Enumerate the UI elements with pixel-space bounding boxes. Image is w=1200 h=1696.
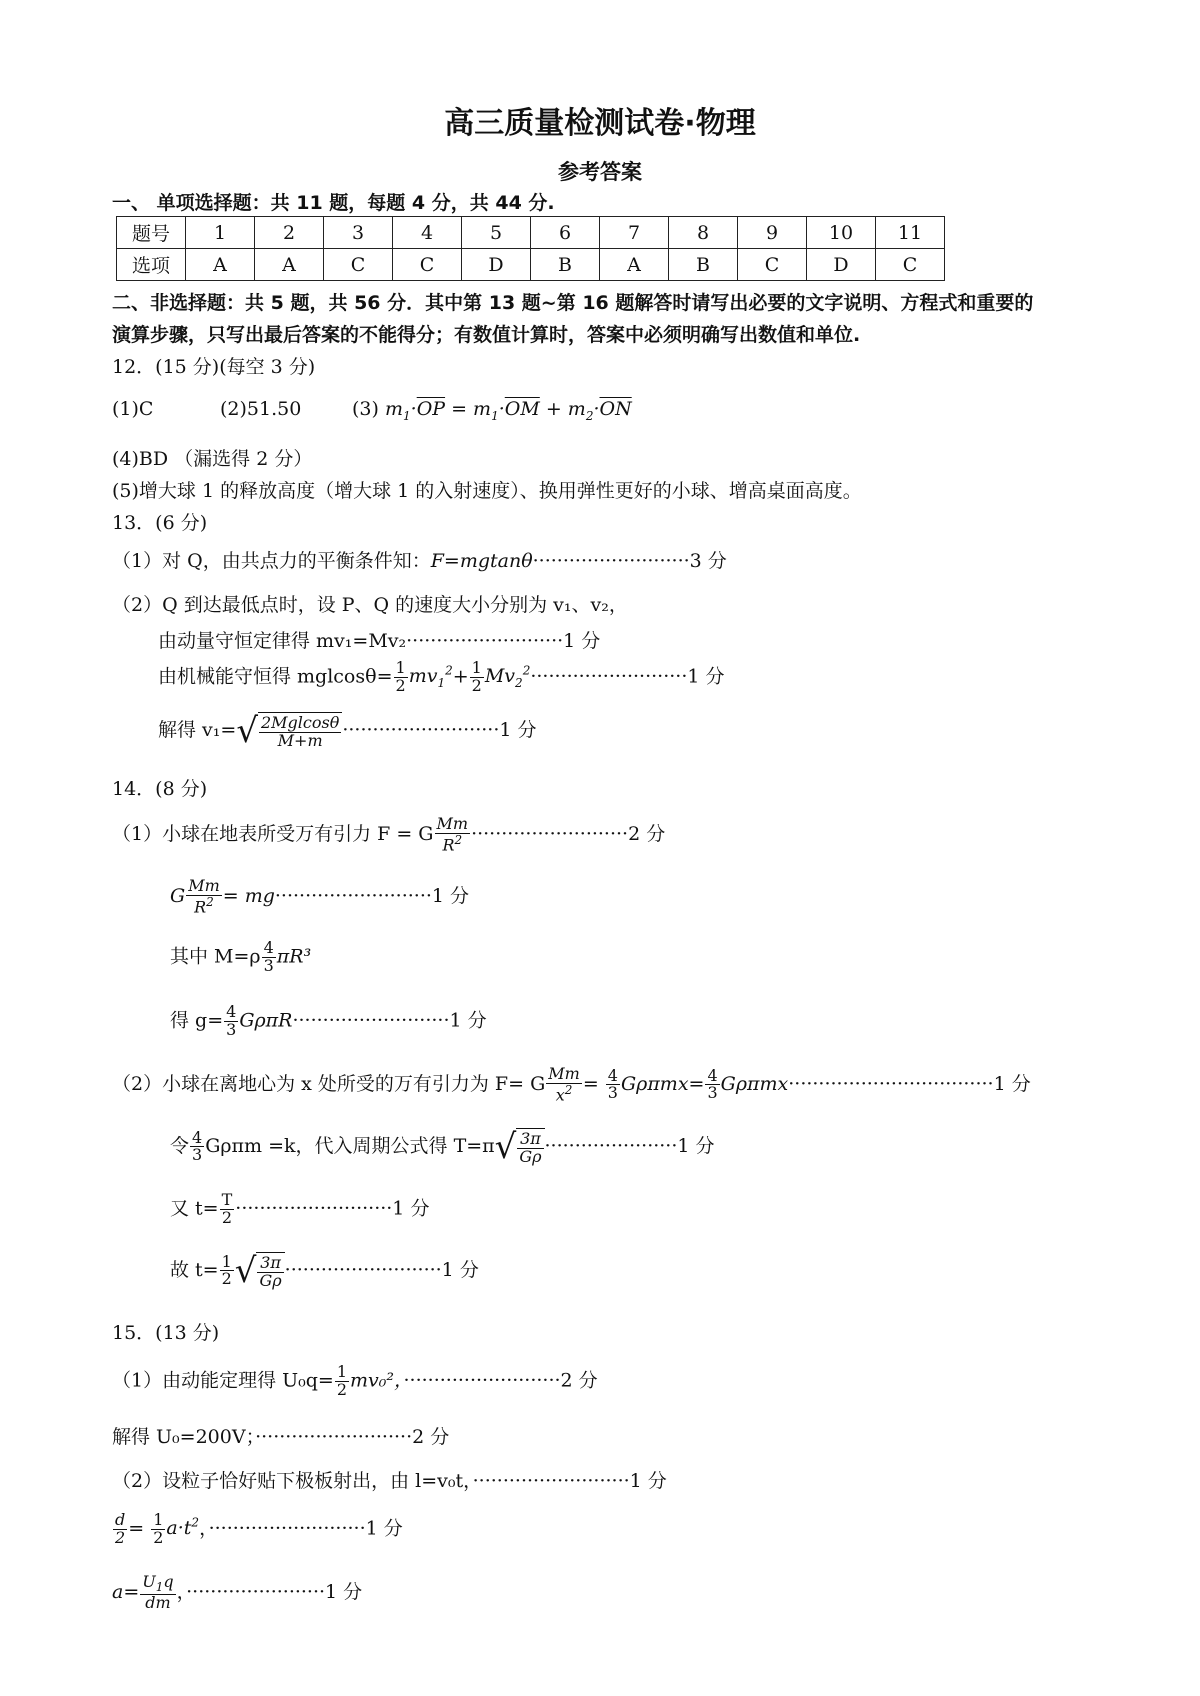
table-cell-number: 9 <box>738 217 807 249</box>
q14-let-mid: Gρπm =k，代入周期公式得 T=π <box>205 1134 495 1157</box>
q15-solve-score: ··························2 分 <box>255 1426 450 1448</box>
table-cell-number: 4 <box>393 217 462 249</box>
q14-let-text: 令 <box>170 1134 190 1157</box>
table-cell-answer: C <box>738 249 807 281</box>
q14-final: 故 t= $\frac{1}{2}$ √ $\frac{3\pi}{G\rho}$ ··························1 分 <box>170 1250 479 1291</box>
q13-part1-text: （1）对 Q，由共点力的平衡条件知： <box>112 550 431 572</box>
table-row-label: 选项 <box>117 249 186 281</box>
q14-half-period-score: ··························1 分 <box>235 1197 430 1220</box>
table-cell-number: 10 <box>807 217 876 249</box>
q12-answer-3 <box>352 398 632 423</box>
section1-heading: 一、 单项选择题：共 11 题，每题 4 分，共 44 分. <box>112 192 555 214</box>
table-cell-answer: C <box>876 249 945 281</box>
q13-part2: （2）Q 到达最低点时，设 P、Q 的速度大小分别为 v₁、v₂， <box>112 594 628 616</box>
q15-part1-tail: mv₀²， <box>350 1369 404 1392</box>
q14-final-score: ··························1 分 <box>284 1258 479 1281</box>
q13-solve-text: 解得 v₁= <box>158 718 237 741</box>
answer-table-number-row <box>117 217 945 249</box>
q14-part2-score: ··································1 分 <box>788 1072 1031 1095</box>
q13-solve-denominator: M+m <box>277 730 323 750</box>
q13-solve: 解得 v₁=√ $\frac{\text{2Mglcosθ}}{M+m}$ ··························1 分 <box>158 710 537 751</box>
table-cell-number: 11 <box>876 217 945 249</box>
q14-result-text: 得 g= <box>170 1009 224 1032</box>
q15-part2-score: ··························1 分 <box>472 1470 667 1492</box>
section2-line1: 二、非选择题：共 5 题，共 56 分．其中第 13 题~第 16 题解答时请写出必要的文字说明、方程式和重要的 <box>112 292 1034 314</box>
table-cell-answer: D <box>807 249 876 281</box>
q13-part1-formula: F=mgtanθ <box>430 550 533 572</box>
table-cell-number: 8 <box>669 217 738 249</box>
q15-solve <box>112 1422 449 1449</box>
q13-solve-numerator: 2Mglcosθ <box>260 713 340 732</box>
q13-energy-text: 由机械能守恒得 mglcosθ= <box>158 665 393 688</box>
table-cell-answer: B <box>669 249 738 281</box>
q14-result: 得 g= $\frac{4}{3}$ GρπR··························1 分 <box>170 1002 487 1039</box>
table-cell-number: 7 <box>600 217 669 249</box>
page-title: 高三质量检测试卷·物理 <box>444 106 756 141</box>
q13-energy-score: ··························1 分 <box>530 665 725 688</box>
q14-part1-score: ··························2 分 <box>471 822 666 845</box>
q14-part1: （1）小球在地表所受万有引力 F = G $\frac{Mm}{R^2}$ ··························2 分 <box>112 814 666 855</box>
q14-final-text: 故 t= <box>170 1258 219 1281</box>
table-cell-number: 5 <box>462 217 531 249</box>
table-cell-answer: D <box>462 249 531 281</box>
table-cell-answer: A <box>186 249 255 281</box>
q15-heading: 15．(13 分) <box>112 1322 220 1344</box>
q13-part1-score: ··························3 分 <box>532 550 727 572</box>
table-cell-answer: A <box>255 249 324 281</box>
q12-heading: 12．(15 分)(每空 3 分) <box>112 356 316 378</box>
q14-part2: （2）小球在离地心为 x 处所受的万有引力为 F= G $\frac{Mm}{x^2}$ = $\frac{4}{3}$ Gρπmx= $\frac{4}{3}$ Gρπmx··································1 分 <box>112 1064 1031 1105</box>
q13-momentum-text: 由动量守恒定律得 mv₁=Mv₂ <box>158 630 407 652</box>
q13-heading: 13．(6 分) <box>112 512 208 534</box>
page-subtitle: 参考答案 <box>558 159 642 184</box>
q14-part2-tail: Gρπmx <box>720 1072 789 1095</box>
q15-displacement-eq: $\frac{d}{2}$ = $\frac{1}{2}$ $a\cdot t^2$，··························1 分 <box>115 1510 403 1547</box>
q12-answer-4: (4)BD （漏选得 2 分） <box>112 448 313 470</box>
q13-momentum <box>158 626 600 653</box>
q15-part1: （1）由动能定理得 U₀q= $\frac{1}{2}$ mv₀²，··························2 分 <box>112 1362 598 1399</box>
q14-let: 令 $\frac{4}{3}$ Gρπm =k，代入周期公式得 T=π√ $\frac{3\pi}{G\rho}$ ······················1 分 <box>170 1126 715 1167</box>
q13-part1 <box>112 546 727 573</box>
q14-mass-tail: πR³ <box>276 945 312 968</box>
table-cell-number: 1 <box>186 217 255 249</box>
table-cell-number: 6 <box>531 217 600 249</box>
q14-gravity-eq-text: = mg <box>222 884 275 907</box>
q14-half-period: 又 t= $\frac{T}{2}$ ··························1 分 <box>170 1190 430 1227</box>
q14-heading: 14．(8 分) <box>112 778 208 800</box>
q14-part1-text: （1）小球在地表所受万有引力 F = G <box>112 822 434 845</box>
answer-table <box>116 216 945 281</box>
q15-part2 <box>112 1466 667 1493</box>
q12-answer-2: (2)51.50 <box>220 398 302 420</box>
q15-part2-text: （2）设粒子恰好贴下极板射出，由 l=v₀t， <box>112 1470 473 1492</box>
table-cell-answer: A <box>600 249 669 281</box>
q14-gravity-eq: G $\frac{Mm}{R^2}$ = mg··························1 分 <box>170 876 470 917</box>
table-row-label: 题号 <box>117 217 186 249</box>
q14-gravity-eq-score: ··························1 分 <box>274 884 470 907</box>
answer-table-answer-row <box>117 249 945 281</box>
q12-answer-5: (5)增大球 1 的释放高度（增大球 1 的入射速度）、换用弹性更好的小球、增高桌面高度。 <box>112 480 862 502</box>
table-cell-number: 3 <box>324 217 393 249</box>
q12-answer-1: (1)C <box>112 398 154 420</box>
q14-half-period-text: 又 t= <box>170 1197 219 1220</box>
table-cell-answer: B <box>531 249 600 281</box>
q14-part2-text: （2）小球在离地心为 x 处所受的万有引力为 F= G <box>112 1072 546 1095</box>
q12-answer-3-label: (3) <box>352 398 379 420</box>
q14-mass: 其中 M=ρ $\frac{4}{3}$ πR³ <box>170 938 312 975</box>
q14-result-score: ··························1 分 <box>292 1009 487 1032</box>
q15-displacement-score: ··························1 分 <box>208 1517 403 1540</box>
q13-momentum-score: ··························1 分 <box>406 630 601 652</box>
table-cell-number: 2 <box>255 217 324 249</box>
table-cell-answer: C <box>393 249 462 281</box>
q15-solve-text: 解得 U₀=200V； <box>112 1426 256 1448</box>
section2-line2: 演算步骤，只写出最后答案的不能得分；有数值计算时，答案中必须明确写出数值和单位. <box>112 324 861 346</box>
q15-acceleration-score: ·······················1 分 <box>186 1580 363 1603</box>
q14-result-tail: GρπR <box>239 1009 293 1032</box>
q15-acceleration-eq: a= $\frac{U_1q}{dm}$ ，·······················1 分 <box>112 1572 363 1612</box>
q14-mass-text: 其中 M=ρ <box>170 945 261 968</box>
q15-part1-text: （1）由动能定理得 U₀q= <box>112 1369 334 1392</box>
q15-part1-score: ··························2 分 <box>403 1369 598 1392</box>
table-cell-answer: C <box>324 249 393 281</box>
q13-solve-score: ··························1 分 <box>342 718 537 741</box>
momentum-formula: $m_1\cdot\overline{OP} = m_1\cdot\overline{OM} + m_2\cdot\overline{ON}$ <box>384 398 632 423</box>
q14-let-score: ······················1 分 <box>544 1134 715 1157</box>
q13-energy: 由机械能守恒得 mglcosθ= $\frac{1}{2}$ $mv_1^2+$ $\frac{1}{2}$ $Mv_2^2\cdot\cdot\cdot\cdot\cdot\cdot\cdot\cdot\cdot\cdot\cdot\cdot\cdot\cdot\cdot\cdot\cdot\cdot\cdot\cdot\cdot\cdot\cdot\cdot\cdot\cdot 1$ 分 <box>158 658 725 695</box>
